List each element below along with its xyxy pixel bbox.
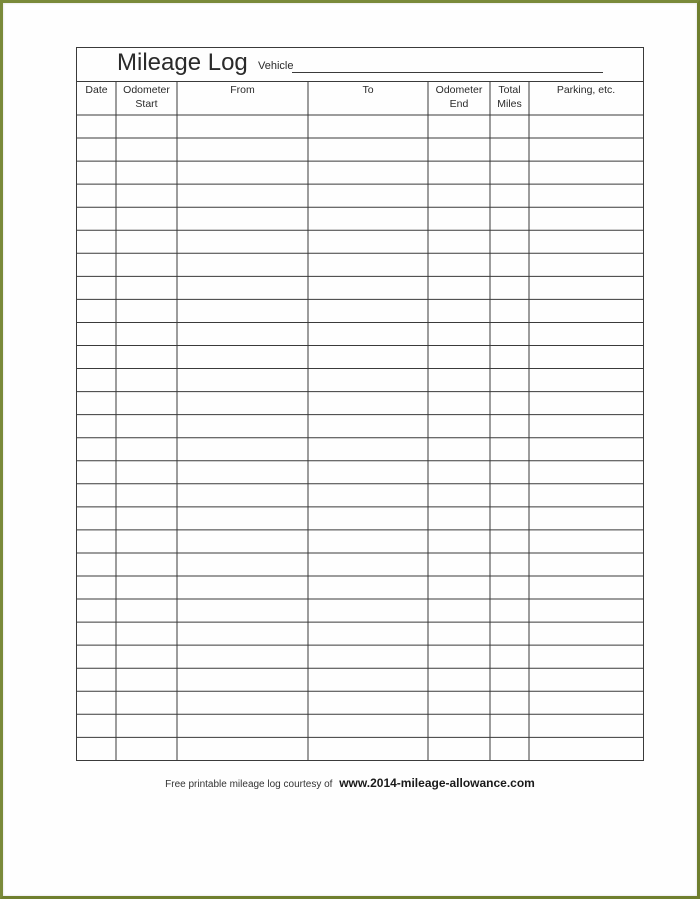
- log-cell[interactable]: [429, 715, 489, 736]
- log-cell[interactable]: [309, 116, 427, 137]
- log-cell[interactable]: [530, 370, 642, 391]
- vehicle-field-line[interactable]: [292, 72, 603, 73]
- log-cell[interactable]: [429, 623, 489, 644]
- log-cell[interactable]: [78, 508, 115, 529]
- log-cell[interactable]: [78, 623, 115, 644]
- log-cell[interactable]: [429, 554, 489, 575]
- log-cell[interactable]: [78, 692, 115, 713]
- log-cell[interactable]: [429, 162, 489, 183]
- log-cell[interactable]: [117, 393, 176, 414]
- log-cell[interactable]: [117, 300, 176, 321]
- log-cell[interactable]: [429, 600, 489, 621]
- log-cell[interactable]: [309, 323, 427, 344]
- log-cell[interactable]: [78, 139, 115, 160]
- log-cell[interactable]: [309, 139, 427, 160]
- footer-site-link[interactable]: www.2014-mileage-allowance.com: [339, 776, 535, 790]
- log-cell[interactable]: [530, 462, 642, 483]
- log-cell[interactable]: [530, 185, 642, 206]
- log-cell[interactable]: [491, 254, 528, 275]
- log-cell[interactable]: [178, 185, 307, 206]
- log-cell[interactable]: [117, 116, 176, 137]
- log-cell[interactable]: [491, 577, 528, 598]
- column-header-line2: End: [449, 98, 469, 110]
- log-cell[interactable]: [530, 485, 642, 506]
- log-cell[interactable]: [178, 139, 307, 160]
- log-cell[interactable]: [429, 508, 489, 529]
- log-cell[interactable]: [78, 600, 115, 621]
- log-cell[interactable]: [309, 485, 427, 506]
- log-cell[interactable]: [309, 623, 427, 644]
- log-cell[interactable]: [309, 393, 427, 414]
- log-cell[interactable]: [530, 208, 642, 229]
- column-header: To: [362, 84, 374, 96]
- log-cell[interactable]: [78, 185, 115, 206]
- log-cell[interactable]: [429, 439, 489, 460]
- log-cell[interactable]: [117, 347, 176, 368]
- log-cell[interactable]: [78, 347, 115, 368]
- log-cell[interactable]: [491, 162, 528, 183]
- log-cell[interactable]: [178, 738, 307, 759]
- log-cell[interactable]: [429, 185, 489, 206]
- log-cell[interactable]: [429, 738, 489, 759]
- log-cell[interactable]: [78, 393, 115, 414]
- footer-text: Free printable mileage log courtesy of: [165, 779, 333, 790]
- column-header-line2: Start: [135, 98, 158, 110]
- log-cell[interactable]: [491, 462, 528, 483]
- log-cell[interactable]: [117, 323, 176, 344]
- log-cell[interactable]: [178, 370, 307, 391]
- title-row: [77, 48, 643, 82]
- log-cell[interactable]: [78, 485, 115, 506]
- log-cell[interactable]: [117, 162, 176, 183]
- log-cell[interactable]: [429, 300, 489, 321]
- column-header: Date: [85, 84, 108, 96]
- log-cell[interactable]: [178, 277, 307, 298]
- log-cell[interactable]: [178, 439, 307, 460]
- log-cell[interactable]: [309, 554, 427, 575]
- log-cell[interactable]: [178, 577, 307, 598]
- log-cell[interactable]: [178, 208, 307, 229]
- log-cell[interactable]: [530, 692, 642, 713]
- log-cell[interactable]: [117, 208, 176, 229]
- log-cell[interactable]: [117, 277, 176, 298]
- log-cell[interactable]: [491, 185, 528, 206]
- log-cell[interactable]: [178, 393, 307, 414]
- log-cell[interactable]: [491, 416, 528, 437]
- log-cell[interactable]: [78, 254, 115, 275]
- log-cell[interactable]: [117, 600, 176, 621]
- log-cell[interactable]: [491, 277, 528, 298]
- log-cell[interactable]: [78, 554, 115, 575]
- log-cell[interactable]: [530, 116, 642, 137]
- log-cell[interactable]: [78, 531, 115, 552]
- log-cell[interactable]: [530, 393, 642, 414]
- log-cell[interactable]: [178, 347, 307, 368]
- log-cell[interactable]: [429, 347, 489, 368]
- log-cell[interactable]: [309, 208, 427, 229]
- log-cell[interactable]: [491, 738, 528, 759]
- log-cell[interactable]: [429, 669, 489, 690]
- column-header: Odometer: [435, 84, 483, 96]
- log-cell[interactable]: [491, 370, 528, 391]
- log-cell[interactable]: [429, 231, 489, 252]
- log-cell[interactable]: [78, 439, 115, 460]
- log-cell[interactable]: [78, 715, 115, 736]
- log-cell[interactable]: [178, 715, 307, 736]
- log-cell[interactable]: [530, 577, 642, 598]
- log-cell[interactable]: [491, 231, 528, 252]
- log-cell[interactable]: [491, 508, 528, 529]
- log-cell[interactable]: [117, 254, 176, 275]
- column-header-line2: Miles: [497, 98, 522, 110]
- log-cell[interactable]: [491, 485, 528, 506]
- log-cell[interactable]: [178, 531, 307, 552]
- log-cell[interactable]: [78, 738, 115, 759]
- log-cell[interactable]: [309, 231, 427, 252]
- log-cell[interactable]: [491, 300, 528, 321]
- log-cell[interactable]: [117, 508, 176, 529]
- log-cell[interactable]: [491, 139, 528, 160]
- log-cell[interactable]: [429, 139, 489, 160]
- log-cell[interactable]: [429, 116, 489, 137]
- log-cell[interactable]: [309, 508, 427, 529]
- log-cell[interactable]: [178, 623, 307, 644]
- log-cell[interactable]: [309, 646, 427, 667]
- log-cell[interactable]: [309, 300, 427, 321]
- log-cell[interactable]: [309, 277, 427, 298]
- log-cell[interactable]: [117, 231, 176, 252]
- log-cell[interactable]: [309, 416, 427, 437]
- log-cell[interactable]: [78, 208, 115, 229]
- log-cell[interactable]: [530, 231, 642, 252]
- log-cell[interactable]: [530, 439, 642, 460]
- column-header: Parking, etc.: [556, 84, 616, 96]
- log-cell[interactable]: [117, 139, 176, 160]
- log-cell[interactable]: [530, 715, 642, 736]
- log-cell[interactable]: [78, 162, 115, 183]
- log-cell[interactable]: [491, 393, 528, 414]
- log-cell[interactable]: [117, 646, 176, 667]
- log-cell[interactable]: [309, 439, 427, 460]
- log-cell[interactable]: [491, 692, 528, 713]
- log-cell[interactable]: [309, 577, 427, 598]
- log-cell[interactable]: [429, 323, 489, 344]
- log-cell[interactable]: [491, 554, 528, 575]
- log-cell[interactable]: [491, 531, 528, 552]
- log-cell[interactable]: [78, 669, 115, 690]
- log-cell[interactable]: [491, 323, 528, 344]
- log-cell[interactable]: [530, 646, 642, 667]
- log-cell[interactable]: [78, 116, 115, 137]
- column-header: From: [230, 84, 255, 96]
- log-cell[interactable]: [491, 347, 528, 368]
- log-cell[interactable]: [178, 231, 307, 252]
- vehicle-label: Vehicle: [258, 60, 294, 72]
- log-cell[interactable]: [78, 277, 115, 298]
- log-cell[interactable]: [491, 116, 528, 137]
- log-cell[interactable]: [309, 715, 427, 736]
- log-cell[interactable]: [178, 254, 307, 275]
- log-cell[interactable]: [78, 300, 115, 321]
- log-cell[interactable]: [530, 623, 642, 644]
- log-cell[interactable]: [491, 646, 528, 667]
- log-cell[interactable]: [429, 254, 489, 275]
- log-cell[interactable]: [117, 462, 176, 483]
- log-cell[interactable]: [117, 692, 176, 713]
- log-cell[interactable]: [178, 300, 307, 321]
- log-cell[interactable]: [530, 300, 642, 321]
- log-cell[interactable]: [491, 208, 528, 229]
- log-cell[interactable]: [117, 439, 176, 460]
- log-cell[interactable]: [117, 669, 176, 690]
- log-cell[interactable]: [117, 531, 176, 552]
- log-cell[interactable]: [429, 531, 489, 552]
- log-cell[interactable]: [178, 669, 307, 690]
- log-cell[interactable]: [178, 116, 307, 137]
- log-cell[interactable]: [309, 738, 427, 759]
- log-cell[interactable]: [530, 139, 642, 160]
- log-cell[interactable]: [309, 370, 427, 391]
- log-cell[interactable]: [178, 485, 307, 506]
- log-cell[interactable]: [117, 623, 176, 644]
- log-grid: [77, 81, 643, 760]
- log-cell[interactable]: [530, 254, 642, 275]
- log-cell[interactable]: [78, 462, 115, 483]
- log-cell[interactable]: [429, 692, 489, 713]
- log-cell[interactable]: [309, 692, 427, 713]
- log-cell[interactable]: [429, 393, 489, 414]
- log-cell[interactable]: [117, 416, 176, 437]
- log-cell[interactable]: [309, 254, 427, 275]
- log-cell[interactable]: [309, 162, 427, 183]
- log-cell[interactable]: [178, 323, 307, 344]
- log-cell[interactable]: [309, 531, 427, 552]
- log-cell[interactable]: [530, 416, 642, 437]
- log-cell[interactable]: [429, 277, 489, 298]
- log-cell[interactable]: [429, 485, 489, 506]
- form-title: Mileage Log: [117, 49, 248, 76]
- log-cell[interactable]: [530, 347, 642, 368]
- log-cell[interactable]: [117, 738, 176, 759]
- log-cell[interactable]: [178, 600, 307, 621]
- footer: [0, 776, 700, 790]
- log-cell[interactable]: [178, 554, 307, 575]
- log-cell[interactable]: [530, 508, 642, 529]
- log-cell[interactable]: [117, 554, 176, 575]
- log-cell[interactable]: [178, 508, 307, 529]
- log-cell[interactable]: [491, 623, 528, 644]
- log-cell[interactable]: [78, 416, 115, 437]
- log-cell[interactable]: [429, 462, 489, 483]
- log-cell[interactable]: [530, 600, 642, 621]
- log-cell[interactable]: [78, 370, 115, 391]
- log-cell[interactable]: [530, 162, 642, 183]
- log-cell[interactable]: [491, 439, 528, 460]
- log-cell[interactable]: [78, 577, 115, 598]
- log-cell[interactable]: [429, 208, 489, 229]
- log-cell[interactable]: [530, 531, 642, 552]
- log-cell[interactable]: [117, 185, 176, 206]
- log-cell[interactable]: [117, 370, 176, 391]
- log-cell[interactable]: [530, 277, 642, 298]
- log-cell[interactable]: [429, 646, 489, 667]
- mileage-log-table: [76, 47, 644, 761]
- log-cell[interactable]: [78, 323, 115, 344]
- log-cell[interactable]: [178, 692, 307, 713]
- log-cell[interactable]: [178, 162, 307, 183]
- log-cell[interactable]: [491, 715, 528, 736]
- log-cell[interactable]: [491, 669, 528, 690]
- log-cell[interactable]: [117, 577, 176, 598]
- log-cell[interactable]: [530, 738, 642, 759]
- log-cell[interactable]: [178, 416, 307, 437]
- log-cell[interactable]: [429, 416, 489, 437]
- log-cell[interactable]: [309, 600, 427, 621]
- log-cell[interactable]: [178, 462, 307, 483]
- log-cell[interactable]: [309, 185, 427, 206]
- log-cell[interactable]: [429, 577, 489, 598]
- log-cell[interactable]: [78, 231, 115, 252]
- column-header: Total: [498, 84, 521, 96]
- log-cell[interactable]: [491, 600, 528, 621]
- log-cell[interactable]: [309, 669, 427, 690]
- log-cell[interactable]: [429, 370, 489, 391]
- log-cell[interactable]: [117, 485, 176, 506]
- column-header: Odometer: [123, 84, 170, 96]
- log-cell[interactable]: [530, 669, 642, 690]
- log-cell[interactable]: [530, 554, 642, 575]
- log-cell[interactable]: [117, 715, 176, 736]
- log-cell[interactable]: [309, 347, 427, 368]
- log-cell[interactable]: [78, 646, 115, 667]
- log-cell[interactable]: [309, 462, 427, 483]
- log-cell[interactable]: [178, 646, 307, 667]
- log-cell[interactable]: [530, 323, 642, 344]
